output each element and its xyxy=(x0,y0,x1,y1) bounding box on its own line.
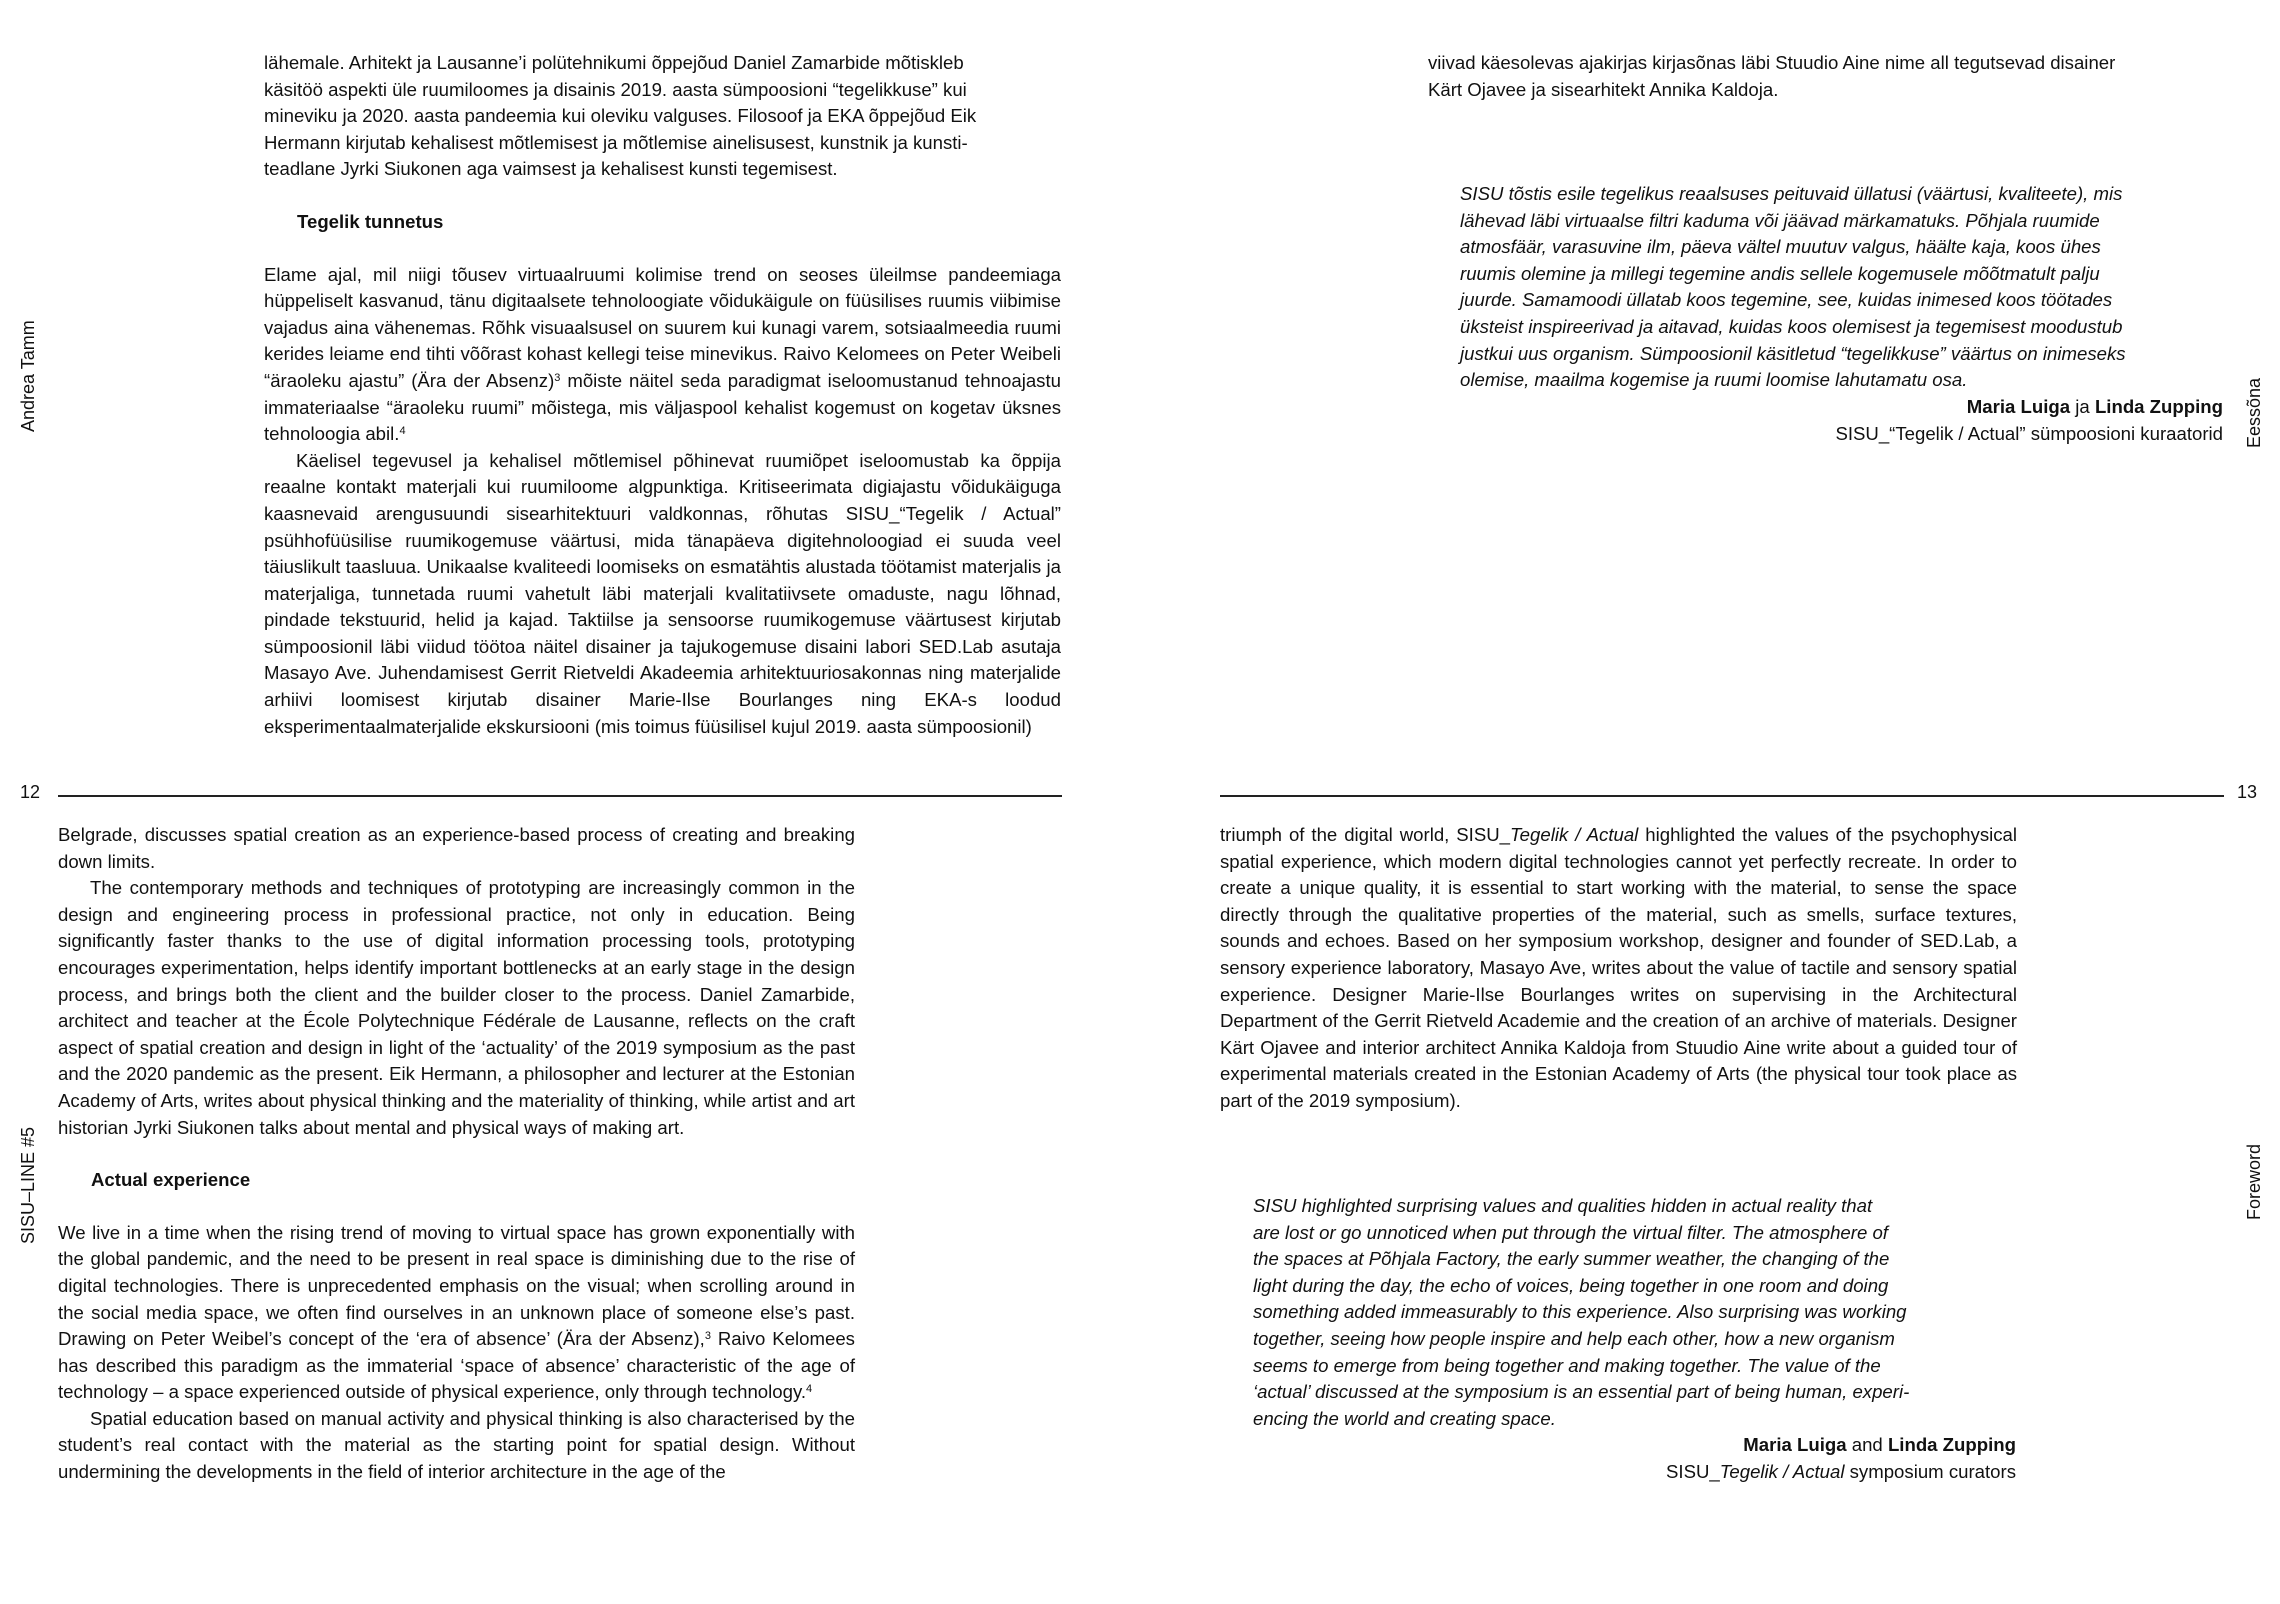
paragraph-text: triumph of the digital world, SISU_ xyxy=(1220,824,1511,845)
credit-role-text: symposium curators xyxy=(1844,1460,2016,1482)
quote-line: justkui uus organism. Sümpoosionil käsitletud “tegelikkuse” väärtus on inimeseks xyxy=(1460,342,2126,364)
section-heading: Tegelik tunnetus xyxy=(297,210,444,232)
quote-line: something added immeasurably to this experience. Also surprising was working xyxy=(1253,1301,1907,1323)
body-paragraph: Spatial education based on manual activity and physical thinking is also characterised by the student’s real contact with the material as the starting point for spatial design. Without undermining the developments in the field of interior architecture in the age of the xyxy=(58,1407,855,1483)
et-pull-quote xyxy=(1460,181,2230,394)
text-line: lähemale. Arhitekt ja Lausanne’i polütehnikumi õppejõud Daniel Zamarbide mõtiskleb xyxy=(264,52,964,73)
en-right-column xyxy=(1220,822,2017,1115)
credit-name: Linda Zupping xyxy=(1887,1434,2016,1455)
quote-line: encing the world and creating space. xyxy=(1253,1407,1556,1429)
credit-role xyxy=(1253,1459,2016,1486)
credit-names xyxy=(1253,1432,2016,1459)
paragraph-text: We live in a time when the rising trend of moving to virtual space has grown exponentially with the global pandemic, and the need to be present in real space is diminishing due to the rise of digital technologies. There is unprecedented emphasis on the visual; when scrolling around in the social media space, we often find ourselves in an unknown place of someone else’s past. Drawing on Peter Weibel’s concept of the ‘era of absence’ (Ära der Absenz), xyxy=(58,1221,855,1350)
page-number-left: 12 xyxy=(20,782,41,802)
footnote-ref: 4 xyxy=(806,1383,813,1396)
body-paragraph xyxy=(1220,822,2017,1115)
footnote-ref: 4 xyxy=(399,425,406,438)
quote-line: are lost or go unnoticed when put through the virtual filter. The atmosphere of xyxy=(1253,1221,1888,1243)
side-label-author: Andrea Tamm xyxy=(18,320,38,432)
quote-line: SISU tõstis esile tegelikus reaalsuses peituvaid üllatusi (väärtusi, kvaliteete), mis xyxy=(1460,183,2123,204)
quote-line: olemise, maailma kogemise ja ruumi loomise lahutamatu osa. xyxy=(1460,369,1968,391)
footnote-ref: 3 xyxy=(704,1330,711,1343)
divider-left xyxy=(58,795,1062,797)
text-line: Hermann kirjutab kehalisest mõtlemisest ja mõtlemise ainelisusest, kunstnik ja kunsti- xyxy=(264,131,968,153)
side-label-section-en: Foreword xyxy=(2244,1143,2264,1220)
en-left-column xyxy=(58,822,855,1486)
page-number-right: 13 xyxy=(2237,782,2258,802)
quote-line: atmosfäär, varasuvine ilm, päeva vältel muutuv valgus, häälte kaja, koos ühes xyxy=(1460,236,2101,258)
quote-line: the spaces at Põhjala Factory, the early summer weather, the changing of the xyxy=(1253,1248,1890,1270)
side-label-section-et: Eessõna xyxy=(2244,377,2264,448)
credit-role-text: SISU_ xyxy=(1666,1460,1720,1482)
credit-names xyxy=(1460,394,2223,421)
body-paragraph: Belgrade, discusses spatial creation as an experience-based process of creating and breaking down limits. xyxy=(58,824,855,872)
quote-line: light during the day, the echo of voices, being together in one room and doing xyxy=(1253,1274,1889,1296)
paragraph-text: mõiste näitel seda paradigmat iseloomustanud tehnoajastu immateriaalse “äraoleku ruumi” mõistega, mis väljaspool kehalist kogemust on kogetav üksnes tehnoloogia abil. xyxy=(264,369,1061,445)
quote-line: juurde. Samamoodi üllatab koos tegemine, see, kuidas inimesed koos töötades xyxy=(1460,289,2113,311)
text-line: mineviku ja 2020. aasta pandeemia kui oleviku valguses. Filosoof ja EKA õppejõud Eik xyxy=(264,105,977,127)
body-paragraph: The contemporary methods and techniques of prototyping are increasingly common in the design and engineering process in professional practice, not only in education. Being significantly faster thanks to the use of digital information processing tools, prototyping encourages experimentation, helps identify important bottlenecks at an early stage in the design process, and brings both the client and the builder closer to the process. Daniel Zamarbide, architect and teacher at the École Polytechnique Fédérale de Lausanne, reflects on the craft aspect of spatial creation and design in light of the ‘actuality’ of the 2019 symposium as the past and the 2020 pandemic as the present. Eik Hermann, a philosopher and lecturer at the Estonian Academy of Arts, writes about physical thinking and the materiality of thinking, while artist and art historian Jyrki Siukonen talks about mental and physical ways of making art. xyxy=(58,877,855,1138)
body-paragraph xyxy=(264,262,1061,448)
paragraph-text: Raivo Kelomees has described this paradigm as the immaterial ‘space of absence’ characteristic of the age of technology – a space experienced outside of physical experience, only through technology. xyxy=(58,1328,855,1403)
quote-line: seems to emerge from being together and making together. The value of the xyxy=(1253,1354,1881,1376)
credit-name: Maria Luiga xyxy=(1966,396,2071,417)
quote-line: lähevad läbi virtuaalse filtri kaduma või jäävad märkamatuks. Põhjala ruumide xyxy=(1460,209,2100,231)
quote-line: ‘actual’ discussed at the symposium is an essential part of being human, experi- xyxy=(1253,1381,1910,1403)
et-intro-lines xyxy=(264,50,1061,183)
text-line: käsitöö aspekti üle ruumiloomes ja disainis 2019. aasta sümpoosioni “tegelikkuse” kui xyxy=(264,78,967,100)
credit-conjunction: and xyxy=(1846,1434,1888,1455)
side-label-magazine: SISU–LINE #5 xyxy=(18,1126,38,1244)
credit-name: Linda Zupping xyxy=(2094,396,2223,417)
divider-right xyxy=(1220,795,2224,797)
et-right-column xyxy=(1428,50,2228,103)
text-line: viivad käesolevas ajakirjas kirjasõnas läbi Stuudio Aine nime all tegutsevad disainer xyxy=(1428,52,2116,73)
credit-conjunction: ja xyxy=(2070,396,2095,417)
quote-line: together, seeing how people inspire and help each other, how a new organism xyxy=(1253,1327,1895,1349)
text-line: teadlane Jyrki Siukonen aga vaimsest ja kehalisest kunsti tegemisest. xyxy=(264,158,838,180)
symposium-title: Tegelik / Actual xyxy=(1719,1460,1845,1482)
quote-line: ruumis olemine ja millegi tegemine andis sellele kogemusele mõõtmatult palju xyxy=(1460,262,2100,284)
credit-name: Maria Luiga xyxy=(1743,1434,1847,1455)
text-line: Kärt Ojavee ja sisearhitekt Annika Kaldoja. xyxy=(1428,78,1779,100)
quote-line: üksteist inspireerivad ja aitavad, kuidas koos olemisest ja tegemisest moodustub xyxy=(1460,315,2123,337)
en-pull-quote xyxy=(1253,1193,2023,1432)
en-quote-credit xyxy=(1253,1432,2016,1485)
body-paragraph xyxy=(58,1220,855,1406)
et-left-column xyxy=(264,50,1061,740)
body-paragraph: Käelisel tegevusel ja kehalisel mõtlemisel põhinevat ruumiõpet iseloomustab ka õppija reaalne kontakt materjali kui ruumiloome algpunktiga. Kritiseerimata digiajastu võidukäiguga kaasnevaid arengusuundi sisearhitektuuri valdkonnas, rõhutas SISU_“Tegelik / Actual” psühhofüüsilise ruumikogemuse väärtusi, mida tänapäeva digitehnoloogiad ei suuda veel täiuslikult taasluua. Unikaalse kvaliteedi loomiseks on esmatähtis alustada töötamist materjalis ja materjaliga, tunnetada ruumi vahetult läbi materjali kvalitatiivsete omaduste, nagu lõhnad, pindade tekstuurid, helid ja kajad. Taktiilse ja sensoorse ruumikogemuse väärtusest kirjutab sümpoosionil läbi viidud töötoa näitel disainer ja tajukogemuse disaini labori SED.Lab asutaja Masayo Ave. Juhendamisest Gerrit Rietveldi Akadeemia arhitektuuriosakonnas ning materjalide arhiivi loomisest kirjutab disainer Marie-Ilse Bourlanges ning EKA-s loodud eksperimentaalmaterjalide ekskursiooni (mis toimus füüsilisel kujul 2019. aasta sümpoosionil) xyxy=(264,449,1061,737)
symposium-title: Tegelik / Actual xyxy=(1510,824,1639,845)
section-heading: Actual experience xyxy=(91,1169,251,1191)
quote-line: SISU highlighted surprising values and qualities hidden in actual reality that xyxy=(1253,1195,1873,1216)
paragraph-text: highlighted the values of the psychophysical spatial experience, which modern digital technologies cannot yet perfectly recreate. In order to create a unique quality, it is essential to start working with the material, to sense the space directly through the qualitative properties of the material, such as smells, surface textures, sounds and echoes. Based on her symposium workshop, designer and founder of SED.Lab, a sensory experience laboratory, Masayo Ave, writes about the value of tactile and sensory spatial experience. Designer Marie-Ilse Bourlanges writes on supervising in the Architectural Department of the Gerrit Rietveld Academie and the creation of an archive of materials. Designer Kärt Ojavee and interior architect Annika Kaldoja from Stuudio Aine write about a guided tour of experimental materials created in the Estonian Academy of Arts (the physical tour took place as part of the 2019 symposium). xyxy=(1220,824,2018,1111)
credit-role: SISU_“Tegelik / Actual” sümpoosioni kuraatorid xyxy=(1835,422,2223,444)
et-quote-credit xyxy=(1460,394,2223,447)
footnote-ref: 3 xyxy=(554,371,561,384)
paragraph-text: Elame ajal, mil niigi tõusev virtuaalruumi kolimise trend on seoses üleilmse pandeemiaga hüppeliselt kasvanud, tänu digitaalsete tehnoloogiate võidukäigule on füüsilises ruumis viibimise vajadus aina vähenemas. Rõhk visuaalsusel on suurem kui kunagi varem, sotsiaalmeedia ruumi kerides leiame end tihti võõrast kohast kellegi teise minevikus. Raivo Kelomees on Peter Weibeli “äraoleku ajastu” (Ära der Absenz) xyxy=(264,263,1061,391)
